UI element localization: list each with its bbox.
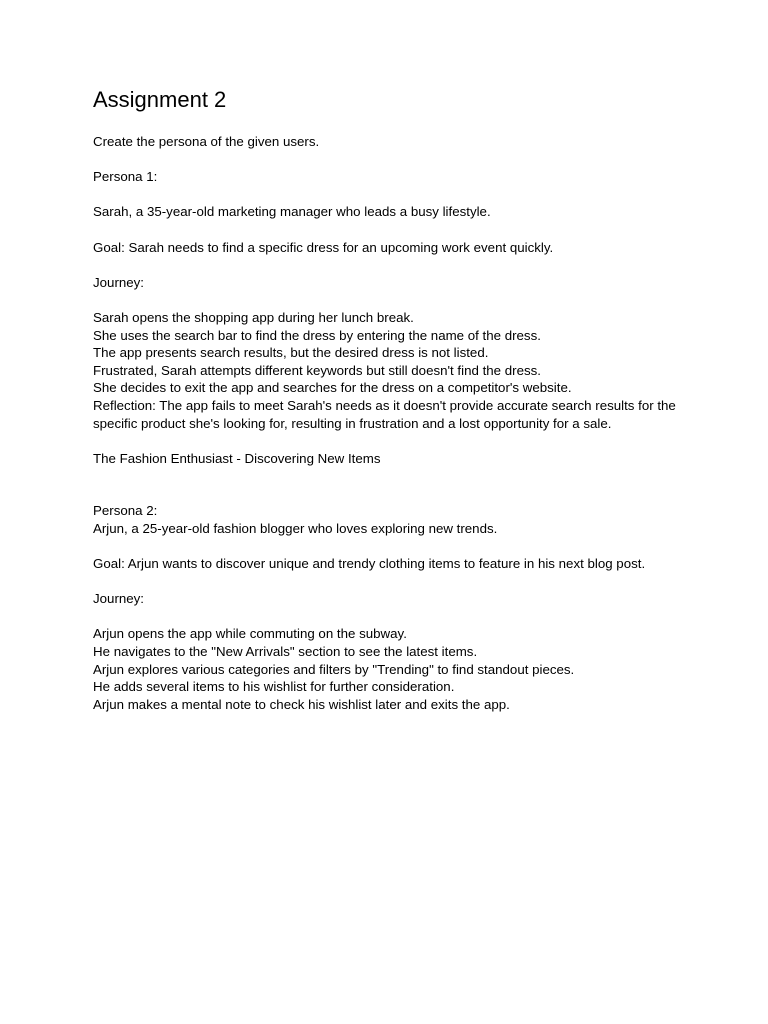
persona1-description: Sarah, a 35-year-old marketing manager who leads a busy lifestyle.: [93, 204, 491, 220]
persona2-journey-step: He navigates to the "New Arrivals" section to see the latest items.: [93, 644, 478, 660]
persona2-description: Arjun, a 25-year-old fashion blogger who loves exploring new trends.: [93, 520, 498, 536]
persona1-journey-step: She decides to exit the app and searches for the dress on a competitor's website.: [93, 380, 572, 396]
spacer: [93, 537, 693, 555]
persona1-reflection: Reflection: The app fails to meet Sarah's needs as it doesn't provide accurate search results for the specific product she's looking for, resulting in frustration and a lost opportunity for a sale.: [93, 397, 676, 431]
persona2-journey-label: Journey:: [93, 591, 144, 607]
spacer: [93, 432, 693, 450]
persona2-journey-step: Arjun makes a mental note to check his wishlist later and exits the app.: [93, 696, 510, 712]
spacer: [93, 151, 693, 169]
persona2-goal: Goal: Arjun wants to discover unique and trendy clothing items to feature in his next blog post.: [93, 556, 646, 572]
persona2-journey-step: Arjun explores various categories and filters by "Trending" to find standout pieces.: [93, 661, 575, 677]
persona1-journey-step: Sarah opens the shopping app during her lunch break.: [93, 309, 414, 325]
persona1-journey-step: Frustrated, Sarah attempts different keywords but still doesn't find the dress.: [93, 362, 541, 378]
persona2-journey-step: He adds several items to his wishlist for further consideration.: [93, 679, 455, 695]
intro-text: Create the persona of the given users.: [93, 134, 320, 149]
persona2-heading: Persona 2:: [93, 503, 158, 519]
section-heading: The Fashion Enthusiast - Discovering New Items: [93, 450, 381, 466]
document-page: [93, 83, 693, 713]
persona1-journey-step: The app presents search results, but the desired dress is not listed.: [93, 345, 489, 361]
spacer: [93, 573, 693, 591]
persona1-journey-label: Journey:: [93, 274, 144, 290]
spacer: [93, 291, 693, 309]
spacer: [93, 221, 693, 239]
persona1-journey-step: She uses the search bar to find the dress by entering the name of the dress.: [93, 327, 541, 343]
spacer: [93, 256, 693, 274]
persona1-heading: Persona 1:: [93, 169, 158, 185]
persona1-goal: Goal: Sarah needs to find a specific dress for an upcoming work event quickly.: [93, 239, 554, 255]
spacer: [93, 186, 693, 204]
document-title: Assignment 2: [93, 87, 227, 112]
spacer: [93, 608, 693, 626]
spacer: [93, 467, 693, 502]
persona2-journey-step: Arjun opens the app while commuting on the subway.: [93, 626, 407, 642]
